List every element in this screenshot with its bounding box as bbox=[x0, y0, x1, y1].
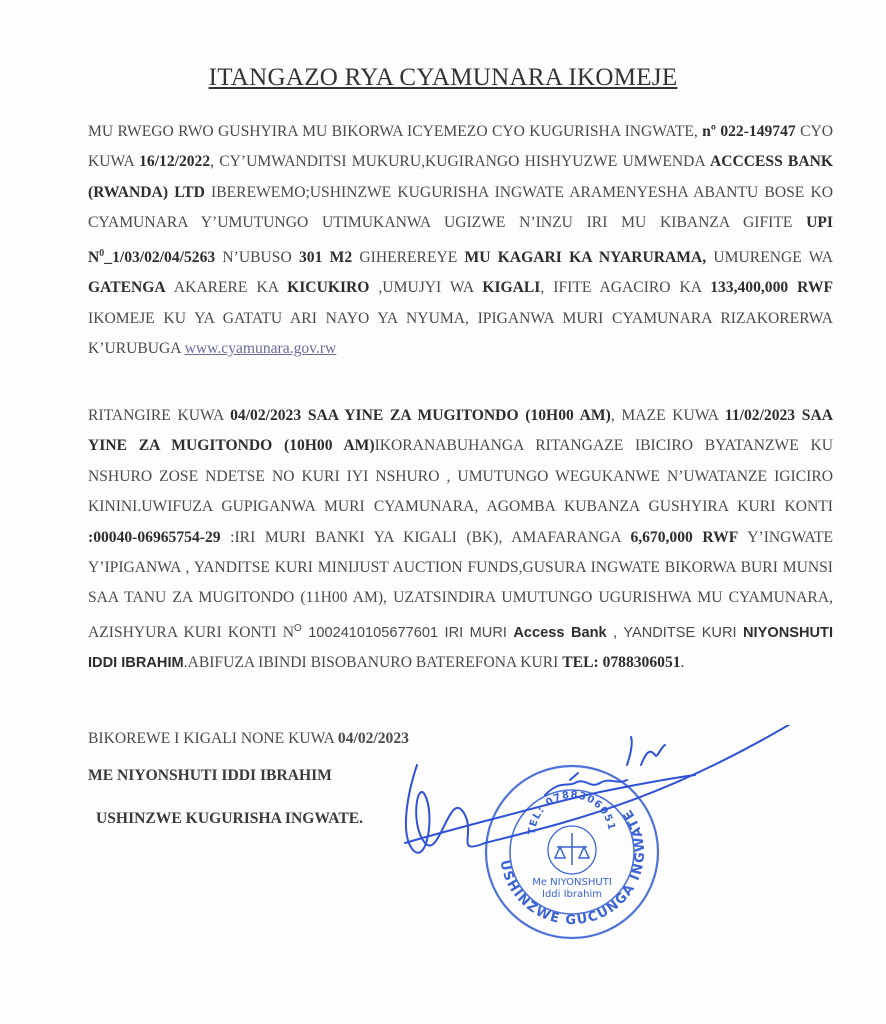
auction-website-link[interactable]: www.cyamunara.gov.rw bbox=[184, 340, 337, 358]
p1-text-2: CYO KUWA bbox=[88, 123, 833, 171]
p1-decision-date: 16/12/2022 bbox=[139, 153, 211, 171]
p2-text-3: IKORANABUHANGA RITANGAZE IBICIRO BYATANZWE KU NSHURO ZOSE NDETSE NO KURI IYI NSHURO , UMUTUNGO WEGUKANWE N’UWATANZE IGICIRO KININI.UWIFUZA GUPIGANWA MURI CYAMUNARA, AGOMBA KUBANZA GUSHYIRA KURI KONTI bbox=[88, 437, 833, 516]
p1-bank-name: ACCCESS BANK (RWANDA) LTD bbox=[88, 153, 833, 201]
p1-text-6: GIHEREREYE bbox=[352, 248, 465, 266]
stamp-name-line2: Iddi Ibrahim bbox=[542, 889, 602, 900]
auction-notice-paragraph bbox=[88, 117, 833, 364]
p2-text-7: , YANDITSE KURI bbox=[606, 625, 744, 642]
stamp-name-line1: Me NIYONSHUTI bbox=[532, 877, 612, 888]
p2-text-1: RITANGIRE KUWA bbox=[88, 407, 231, 424]
p2-start-date: 04/02/2023 SAA YINE ZA MUGITONDO (10H00 AM) bbox=[230, 407, 611, 424]
p1-upi-label: UPI N bbox=[88, 214, 833, 266]
signatory-role: USHINZWE KUGURISHA INGWATE. bbox=[96, 810, 364, 827]
p2-text-9: . bbox=[680, 654, 685, 672]
p2-payment-account: 1002410105677601 bbox=[301, 625, 439, 642]
p1-text-11: IKOMEJE KU YA GATATU ARI NAYO YA NYUMA, IPIGANWA MURI CYAMUNARA RIZAKORERWA K’URUBUGA bbox=[88, 309, 833, 358]
p1-property-value: 133,400,000 RWF bbox=[710, 279, 833, 297]
scales-icon bbox=[555, 833, 589, 865]
place-date-label: BIKOREWE I KIGALI NONE KUWA bbox=[88, 730, 338, 747]
p1-cell-name: MU KAGARI KA NYARURAMA, bbox=[464, 248, 707, 266]
stamp-tel-text: TEL: 0788306051 bbox=[526, 789, 617, 836]
p1-text-1: MU RWEGO RWO GUSHYIRA MU BIKORWA ICYEMEZO CYO KUGURISHA INGWATE, bbox=[88, 123, 703, 140]
p1-text-7: UMURENGE WA bbox=[706, 248, 833, 266]
p2-deposit-amount: 6,670,000 RWF bbox=[630, 528, 739, 546]
document-title: ITANGAZO RYA CYAMUNARA IKOMEJE bbox=[208, 64, 678, 91]
p2-payment-bank: Access Bank bbox=[513, 625, 607, 642]
p2-account-holder: NIYONSHUTI IDDI IBRAHIM bbox=[88, 625, 834, 672]
p1-upi-number: _1/03/02/04/5263 bbox=[104, 248, 216, 266]
p1-text-8: AKARERE KA bbox=[165, 279, 288, 297]
official-stamp-and-signature bbox=[395, 725, 815, 965]
p1-upi-sup: 0 bbox=[99, 247, 105, 259]
place-date-line bbox=[88, 730, 409, 748]
stamp-ring-text: USHINZWE GUCUNGA INGWATE bbox=[496, 805, 649, 929]
p2-deposit-account: :00040-06965754-29 bbox=[88, 528, 221, 546]
p2-account-sup: O bbox=[294, 622, 302, 634]
place-date-value: 04/02/2023 bbox=[337, 730, 409, 747]
p1-file-number: nº 022-149747 bbox=[702, 123, 796, 140]
p2-text-5: Y’INGWATE Y’IPIGANWA , YANDITSE KURI MINIJUST AUCTION FUNDS,GUSURA INGWATE BIKORWA BURI MUNSI SAA TANU ZA MUGITONDO (11H00 AM), UZATSINDIRA UMUTUNGO UGURISHWA MU CYAMUNARA, AZISHYURA KURI KONTI N bbox=[88, 528, 834, 642]
p2-text-2: , MAZE KUWA bbox=[610, 407, 725, 424]
p1-district-name: KICUKIRO bbox=[287, 279, 370, 297]
handwritten-signature bbox=[405, 725, 797, 853]
signatory-name: ME NIYONSHUTI IDDI IBRAHIM bbox=[88, 767, 332, 784]
p1-text-3: , CY’UMWANDITSI MUKURU,KUGIRANGO HISHYUZWE UMWENDA bbox=[210, 153, 710, 171]
p1-text-4: IBEREWEMO;USHINZWE KUGURISHA INGWATE ARAMENYESHA ABANTU BOSE KO CYAMUNARA Y’UMUTUNGO UTIMUKANWA UGIZWE N’INZU IRI MU KIBANZA GIFITE bbox=[88, 183, 833, 232]
p2-end-date: 11/02/2023 SAA YINE ZA MUGITONDO (10H00 AM) bbox=[88, 407, 833, 455]
p2-text-4: :IRI MURI BANKI YA KIGALI (BK), AMAFARANGA bbox=[220, 528, 631, 546]
p1-plot-area: 301 M2 bbox=[298, 248, 353, 266]
p1-city-name: KIGALI bbox=[482, 279, 541, 297]
bidding-details-paragraph bbox=[88, 401, 833, 679]
p1-text-10: , IFITE AGACIRO KA bbox=[540, 279, 711, 297]
p2-text-6: IRI MURI bbox=[438, 625, 514, 642]
p1-text-5: N’UBUSO bbox=[215, 248, 299, 266]
p2-text-8: .ABIFUZA IBINDI BISOBANURO BATEREFONA KURI bbox=[183, 654, 563, 672]
p1-text-9: ,UMUJYI WA bbox=[369, 279, 483, 297]
p2-contact-phone: TEL: 0788306051 bbox=[562, 654, 681, 672]
p1-sector-name: GATENGA bbox=[88, 279, 166, 297]
